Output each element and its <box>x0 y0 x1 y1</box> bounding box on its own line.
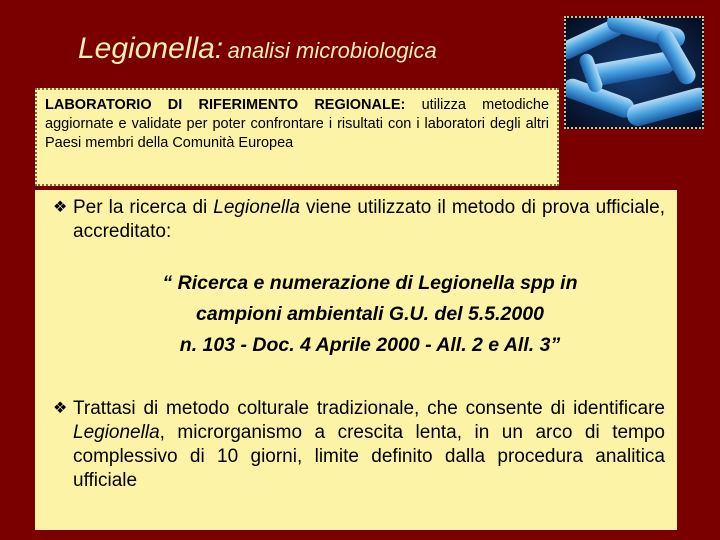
bullet1-italic: Legionella <box>213 197 300 218</box>
slide-title <box>78 32 437 66</box>
quote-line-3: n. 103 - Doc. 4 Aprile 2000 - All. 2 e All. 3” <box>179 334 561 356</box>
bullet-culture-method <box>53 397 665 493</box>
lab-heading: LABORATORIO DI RIFERIMENTO REGIONALE: <box>45 97 406 113</box>
lab-text: utilizza metodiche aggiornate e validate per poter confrontare i risultati con i laboratori degli altri Paesi membri della Comunità Europea <box>45 97 550 151</box>
bullet1-text-b: viene utilizzato il metodo di prova ufficiale, accreditato: <box>73 197 665 242</box>
diamond-bullet-icon: ❖ <box>53 400 68 417</box>
quote-line-2: campioni ambientali G.U. del 5.5.2000 <box>196 303 544 325</box>
bullet2-text-b: , microrganismo a crescita lenta, in un arco di tempo complessivo di 10 giorni, limite definito dalla procedura analitica ufficiale <box>73 422 665 491</box>
bullet2-italic: Legionella <box>73 422 160 443</box>
title-main: Legionella: <box>78 32 224 65</box>
bullet2-text-a: Trattasi di metodo colturale tradizionale, che consente di identificare <box>73 398 665 419</box>
quote-line-1: “ Ricerca e numerazione di Legionella spp in <box>162 272 578 294</box>
bullet1-text-a: Per la ricerca di <box>73 197 214 218</box>
main-content-box <box>35 190 677 530</box>
diamond-bullet-icon: ❖ <box>53 199 68 216</box>
title-sub: analisi microbiologica <box>227 38 437 63</box>
method-citation <box>53 268 665 361</box>
reference-lab-box <box>35 88 559 186</box>
legionella-bacteria-image <box>564 16 704 129</box>
bacteria-micrograph-icon <box>566 18 702 127</box>
bullet-method <box>53 196 665 244</box>
